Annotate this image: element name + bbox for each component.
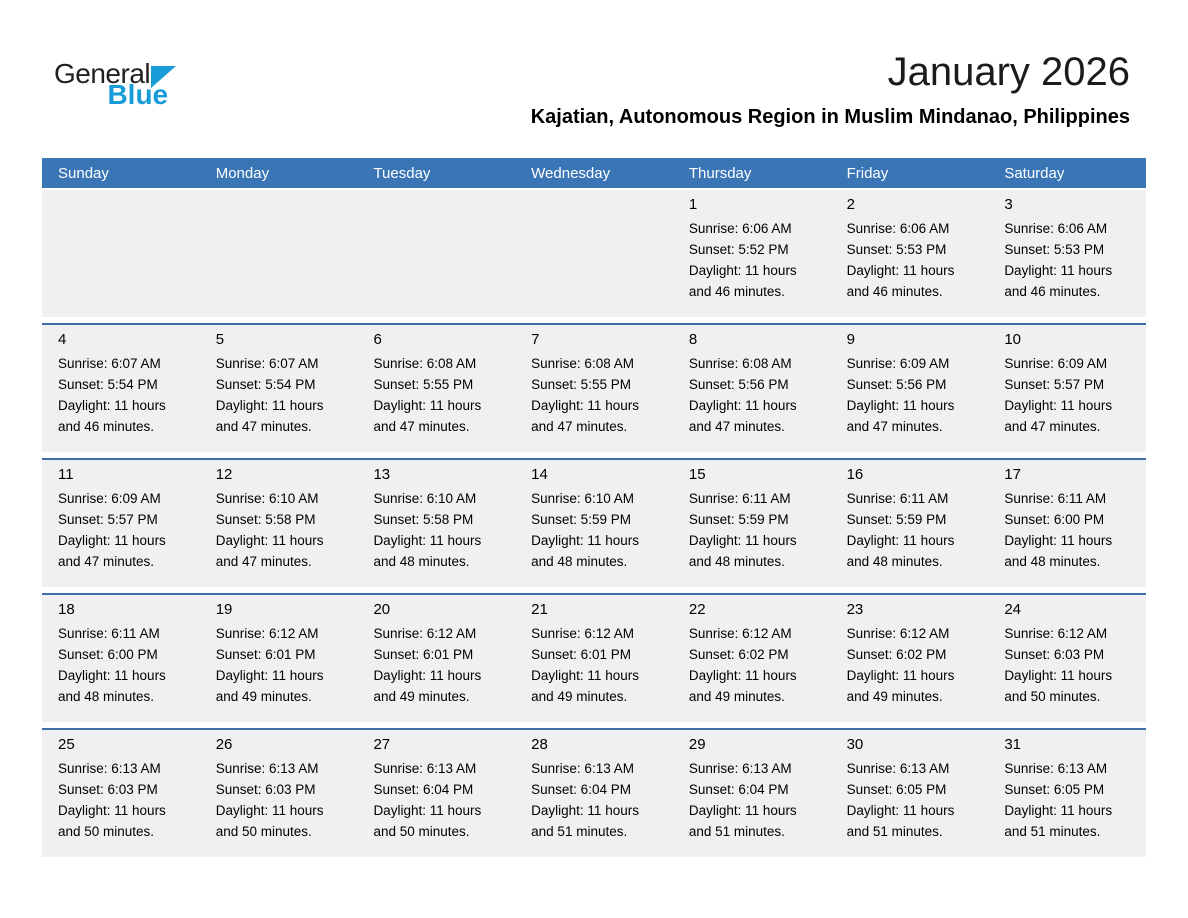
sunset-text: Sunset: 6:02 PM <box>688 647 789 662</box>
sunset-text: Sunset: 6:00 PM <box>58 647 158 662</box>
daylight-text: and 47 minutes. <box>846 419 943 434</box>
calendar-grid <box>42 190 1146 863</box>
daylight-text: and 46 minutes. <box>846 284 943 299</box>
daylight-text: Daylight: 11 hours <box>58 533 166 548</box>
sunset-text: Sunset: 5:56 PM <box>688 377 789 392</box>
daylight-text: Daylight: 11 hours <box>58 398 166 413</box>
day-number: 18 <box>58 601 75 618</box>
daylight-text: and 48 minutes. <box>688 554 785 569</box>
sunset-text: Sunset: 5:53 PM <box>1004 242 1105 257</box>
day-number: 6 <box>373 331 382 348</box>
day-number: 23 <box>846 601 864 618</box>
sunset-text: Sunset: 6:05 PM <box>846 782 947 797</box>
daylight-text: Daylight: 11 hours <box>215 533 324 548</box>
daylight-text: and 49 minutes. <box>688 689 785 704</box>
daylight-text: and 50 minutes. <box>215 824 312 839</box>
sunrise-text: Sunrise: 6:13 AM <box>688 761 792 776</box>
daylight-text: and 47 minutes. <box>373 419 470 434</box>
day-number: 13 <box>373 466 391 483</box>
sunrise-text: Sunrise: 6:08 AM <box>688 356 792 371</box>
page-header <box>42 0 1146 158</box>
weekday-header-wednesday: Wednesday <box>531 164 611 182</box>
day-cell <box>200 460 358 587</box>
sunrise-text: Sunrise: 6:10 AM <box>215 491 319 506</box>
day-cell <box>831 730 989 857</box>
day-number: 15 <box>688 466 706 483</box>
sunrise-text: Sunrise: 6:10 AM <box>531 491 634 506</box>
daylight-text: and 50 minutes. <box>1004 689 1101 704</box>
daylight-text: Daylight: 11 hours <box>215 668 324 683</box>
daylight-text: Daylight: 11 hours <box>58 668 166 683</box>
sunset-text: Sunset: 6:03 PM <box>58 782 158 797</box>
day-cell <box>673 595 831 722</box>
week-row <box>42 458 1146 587</box>
daylight-text: Daylight: 11 hours <box>531 803 639 818</box>
daylight-text: Daylight: 11 hours <box>846 398 955 413</box>
sunset-text: Sunset: 6:03 PM <box>1004 647 1105 662</box>
week-row <box>42 190 1146 317</box>
daylight-text: Daylight: 11 hours <box>688 398 797 413</box>
day-cell <box>42 730 200 857</box>
sunset-text: Sunset: 5:52 PM <box>688 242 789 257</box>
day-number: 22 <box>688 601 706 618</box>
daylight-text: and 48 minutes. <box>531 554 628 569</box>
day-number: 3 <box>1004 196 1013 213</box>
sunrise-text: Sunrise: 6:11 AM <box>58 626 160 641</box>
sunrise-text: Sunrise: 6:11 AM <box>688 491 791 506</box>
day-number: 19 <box>215 601 233 618</box>
weekday-header-tuesday: Tuesday <box>373 164 431 182</box>
daylight-text: Daylight: 11 hours <box>373 803 482 818</box>
sunrise-text: Sunrise: 6:06 AM <box>846 221 950 236</box>
daylight-text: Daylight: 11 hours <box>215 803 324 818</box>
sunset-text: Sunset: 5:59 PM <box>846 512 947 527</box>
day-number: 11 <box>58 466 74 483</box>
week-row <box>42 593 1146 722</box>
sunset-text: Sunset: 6:01 PM <box>531 647 631 662</box>
sunrise-text: Sunrise: 6:13 AM <box>373 761 477 776</box>
sunrise-text: Sunrise: 6:06 AM <box>688 221 792 236</box>
daylight-text: Daylight: 11 hours <box>846 668 955 683</box>
sunrise-text: Sunrise: 6:09 AM <box>1004 356 1108 371</box>
sunset-text: Sunset: 5:55 PM <box>373 377 474 392</box>
daylight-text: Daylight: 11 hours <box>1004 263 1113 278</box>
sunrise-text: Sunrise: 6:13 AM <box>1004 761 1108 776</box>
daylight-text: Daylight: 11 hours <box>373 398 482 413</box>
day-cell <box>200 730 358 857</box>
day-cell <box>831 595 989 722</box>
day-number: 2 <box>846 196 855 213</box>
sunset-text: Sunset: 5:54 PM <box>58 377 158 392</box>
day-cell <box>515 595 673 722</box>
sunset-text: Sunset: 5:57 PM <box>58 512 158 527</box>
day-cell <box>200 595 358 722</box>
day-number: 8 <box>688 331 698 348</box>
daylight-text: and 51 minutes. <box>846 824 943 839</box>
day-number: 31 <box>1004 736 1021 753</box>
sunrise-text: Sunrise: 6:12 AM <box>688 626 792 641</box>
logo-text-blue: Blue <box>107 79 169 110</box>
weekday-header-friday: Friday <box>846 164 889 182</box>
sunset-text: Sunset: 6:05 PM <box>1004 782 1105 797</box>
daylight-text: Daylight: 11 hours <box>846 803 955 818</box>
day-cell <box>515 325 673 452</box>
daylight-text: and 47 minutes. <box>688 419 785 434</box>
weekday-header-saturday: Saturday <box>1004 164 1065 182</box>
daylight-text: Daylight: 11 hours <box>58 803 166 818</box>
sunset-text: Sunset: 6:04 PM <box>531 782 631 797</box>
daylight-text: and 46 minutes. <box>1004 284 1101 299</box>
daylight-text: and 47 minutes. <box>215 419 312 434</box>
weekday-header-monday: Monday <box>215 164 270 182</box>
sunset-text: Sunset: 6:01 PM <box>373 647 474 662</box>
title-block <box>531 50 1130 129</box>
day-cell <box>42 325 200 452</box>
day-cell <box>673 325 831 452</box>
daylight-text: Daylight: 11 hours <box>1004 398 1113 413</box>
day-cell <box>42 595 200 722</box>
daylight-text: Daylight: 11 hours <box>688 533 797 548</box>
daylight-text: and 48 minutes. <box>846 554 943 569</box>
sunset-text: Sunset: 5:54 PM <box>215 377 316 392</box>
daylight-text: and 49 minutes. <box>215 689 312 704</box>
day-cell-empty <box>200 190 358 317</box>
day-number: 4 <box>58 331 67 348</box>
daylight-text: Daylight: 11 hours <box>215 398 324 413</box>
day-number: 20 <box>373 601 391 618</box>
sunset-text: Sunset: 6:04 PM <box>373 782 474 797</box>
daylight-text: and 48 minutes. <box>58 689 155 704</box>
daylight-text: and 50 minutes. <box>373 824 470 839</box>
day-number: 30 <box>846 736 864 753</box>
weekday-header-sunday: Sunday <box>58 164 109 182</box>
day-number: 21 <box>531 601 548 618</box>
day-number: 12 <box>215 466 233 483</box>
daylight-text: and 51 minutes. <box>1004 824 1101 839</box>
weekday-header-row <box>42 158 1146 188</box>
daylight-text: and 46 minutes. <box>688 284 785 299</box>
daylight-text: Daylight: 11 hours <box>688 803 797 818</box>
day-number: 1 <box>688 196 698 213</box>
sunset-text: Sunset: 6:02 PM <box>846 647 947 662</box>
sunrise-text: Sunrise: 6:09 AM <box>846 356 950 371</box>
sunset-text: Sunset: 5:53 PM <box>846 242 947 257</box>
week-row <box>42 728 1146 857</box>
day-cell <box>673 190 831 317</box>
daylight-text: and 51 minutes. <box>688 824 785 839</box>
day-cell <box>831 190 989 317</box>
day-cell <box>515 730 673 857</box>
sunrise-text: Sunrise: 6:08 AM <box>373 356 477 371</box>
sunset-text: Sunset: 5:57 PM <box>1004 377 1105 392</box>
day-number: 16 <box>846 466 864 483</box>
daylight-text: Daylight: 11 hours <box>531 668 639 683</box>
sunset-text: Sunset: 5:59 PM <box>531 512 631 527</box>
daylight-text: and 48 minutes. <box>1004 554 1101 569</box>
day-cell <box>515 460 673 587</box>
day-number: 26 <box>215 736 233 753</box>
sunrise-text: Sunrise: 6:07 AM <box>58 356 161 371</box>
day-number: 10 <box>1004 331 1021 348</box>
sunrise-text: Sunrise: 6:13 AM <box>531 761 634 776</box>
sunset-text: Sunset: 6:04 PM <box>688 782 789 797</box>
logo-text-general: General <box>54 58 151 89</box>
day-cell <box>831 460 989 587</box>
daylight-text: and 49 minutes. <box>846 689 943 704</box>
day-cell <box>673 460 831 587</box>
sunrise-text: Sunrise: 6:06 AM <box>1004 221 1108 236</box>
daylight-text: and 47 minutes. <box>531 419 628 434</box>
daylight-text: and 48 minutes. <box>373 554 470 569</box>
sunset-text: Sunset: 5:59 PM <box>688 512 789 527</box>
sunset-text: Sunset: 5:56 PM <box>846 377 947 392</box>
day-cell <box>988 595 1146 722</box>
sunrise-text: Sunrise: 6:12 AM <box>531 626 634 641</box>
day-cell <box>357 460 515 587</box>
day-number: 28 <box>531 736 548 753</box>
daylight-text: and 51 minutes. <box>531 824 628 839</box>
day-cell <box>988 325 1146 452</box>
day-cell <box>673 730 831 857</box>
sunrise-text: Sunrise: 6:07 AM <box>215 356 319 371</box>
sunset-text: Sunset: 5:55 PM <box>531 377 631 392</box>
sunset-text: Sunset: 6:01 PM <box>215 647 316 662</box>
day-number: 17 <box>1004 466 1021 483</box>
day-number: 25 <box>58 736 75 753</box>
day-number: 24 <box>1004 601 1021 618</box>
day-cell-empty <box>357 190 515 317</box>
sunrise-text: Sunrise: 6:09 AM <box>58 491 161 506</box>
sunrise-text: Sunrise: 6:13 AM <box>58 761 161 776</box>
daylight-text: Daylight: 11 hours <box>1004 803 1113 818</box>
day-cell-empty <box>42 190 200 317</box>
daylight-text: Daylight: 11 hours <box>846 533 955 548</box>
daylight-text: and 46 minutes. <box>58 419 155 434</box>
sunrise-text: Sunrise: 6:12 AM <box>1004 626 1108 641</box>
daylight-text: and 50 minutes. <box>58 824 155 839</box>
sunrise-text: Sunrise: 6:12 AM <box>215 626 319 641</box>
sunrise-text: Sunrise: 6:13 AM <box>215 761 319 776</box>
sunrise-text: Sunrise: 6:13 AM <box>846 761 950 776</box>
day-cell <box>988 190 1146 317</box>
sunset-text: Sunset: 6:00 PM <box>1004 512 1105 527</box>
week-row <box>42 323 1146 452</box>
daylight-text: Daylight: 11 hours <box>1004 668 1113 683</box>
daylight-text: and 47 minutes. <box>215 554 312 569</box>
sunrise-text: Sunrise: 6:12 AM <box>373 626 477 641</box>
daylight-text: Daylight: 11 hours <box>531 533 639 548</box>
daylight-text: and 47 minutes. <box>58 554 155 569</box>
day-number: 9 <box>846 331 855 348</box>
month-title: January 2026 <box>887 50 1130 94</box>
sunset-text: Sunset: 6:03 PM <box>215 782 316 797</box>
day-cell <box>357 325 515 452</box>
general-blue-logo <box>54 60 176 109</box>
day-number: 5 <box>215 331 225 348</box>
daylight-text: and 47 minutes. <box>1004 419 1101 434</box>
day-cell <box>357 595 515 722</box>
day-cell <box>357 730 515 857</box>
daylight-text: Daylight: 11 hours <box>688 263 797 278</box>
daylight-text: Daylight: 11 hours <box>373 533 482 548</box>
daylight-text: Daylight: 11 hours <box>1004 533 1113 548</box>
sunrise-text: Sunrise: 6:08 AM <box>531 356 634 371</box>
sunrise-text: Sunrise: 6:11 AM <box>846 491 949 506</box>
day-cell-empty <box>515 190 673 317</box>
location-subtitle: Kajatian, Autonomous Region in Muslim Mindanao, Philippines <box>530 106 1130 128</box>
daylight-text: Daylight: 11 hours <box>688 668 797 683</box>
day-cell <box>200 325 358 452</box>
daylight-text: Daylight: 11 hours <box>846 263 955 278</box>
day-number: 14 <box>531 466 548 483</box>
daylight-text: and 49 minutes. <box>531 689 628 704</box>
weekday-header-thursday: Thursday <box>688 164 752 182</box>
day-cell <box>988 730 1146 857</box>
sunset-text: Sunset: 5:58 PM <box>215 512 316 527</box>
day-number: 29 <box>688 736 706 753</box>
day-number: 7 <box>531 331 540 348</box>
day-cell <box>988 460 1146 587</box>
daylight-text: Daylight: 11 hours <box>531 398 639 413</box>
daylight-text: and 49 minutes. <box>373 689 470 704</box>
day-cell <box>42 460 200 587</box>
sunrise-text: Sunrise: 6:10 AM <box>373 491 477 506</box>
sunset-text: Sunset: 5:58 PM <box>373 512 474 527</box>
sunrise-text: Sunrise: 6:12 AM <box>846 626 950 641</box>
sunrise-text: Sunrise: 6:11 AM <box>1004 491 1107 506</box>
daylight-text: Daylight: 11 hours <box>373 668 482 683</box>
day-number: 27 <box>373 736 391 753</box>
day-cell <box>831 325 989 452</box>
